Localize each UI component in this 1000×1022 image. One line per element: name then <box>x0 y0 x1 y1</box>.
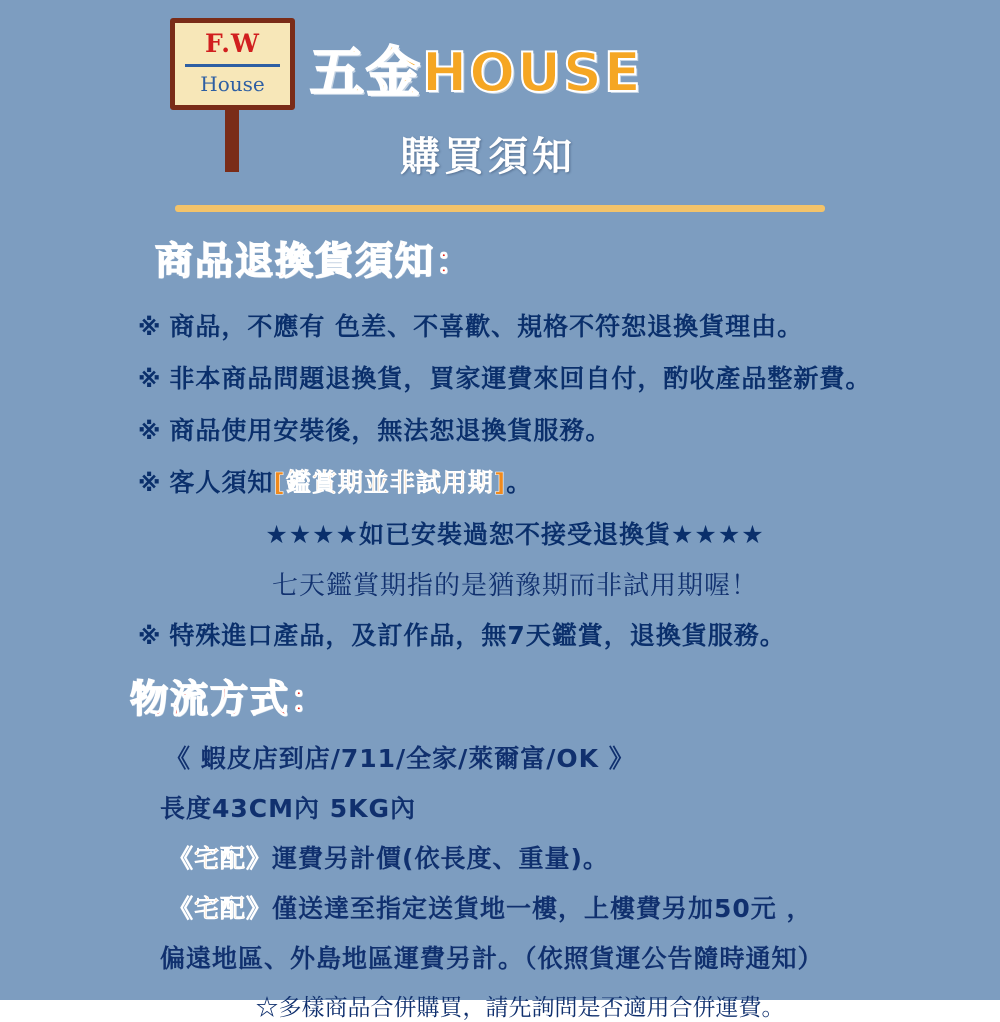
returns-item-text: 非本商品問題退換貨，買家運費來回自付，酌收產品整新費。 <box>169 364 872 393</box>
logistics-heading: 物流方式： <box>130 677 331 721</box>
header-divider <box>175 205 825 212</box>
home-delivery-scope-line <box>168 889 1000 925</box>
size-limit-line: 長度43CM內 5KG內 <box>160 794 417 823</box>
sign-house-text: House <box>200 72 265 96</box>
home-delivery-tag: 《宅配》 <box>168 844 273 873</box>
returns-item <box>138 359 1000 395</box>
bullet-icon: ※ <box>138 624 162 650</box>
home-delivery-fee-text: 運費另計價(依長度、重量)。 <box>272 844 609 873</box>
page-title: 五金HOUSE <box>310 41 643 104</box>
sign-fw-text: F.W <box>204 29 260 58</box>
star-warning-line: ★★★★如已安裝過恕不接受退換貨★★★★ <box>265 520 765 549</box>
bullet-icon: ※ <box>138 315 162 341</box>
customer-notice-highlight: [鑑賞期並非試用期] <box>273 468 507 497</box>
returns-item <box>138 307 1000 343</box>
customer-notice-suffix: 。 <box>506 468 533 497</box>
home-delivery-tag: 《宅配》 <box>168 894 273 923</box>
bullet-icon: ※ <box>138 419 162 445</box>
shop-sign-icon <box>170 18 295 110</box>
returns-item <box>138 411 1000 447</box>
sign-divider <box>185 64 280 67</box>
store-pickup-line: 《 蝦皮店到店/711/全家/萊爾富/OK 》 <box>165 744 635 773</box>
returns-item-text: 商品使用安裝後，無法恕退換貨服務。 <box>169 416 612 445</box>
sign-post <box>225 110 239 172</box>
combine-shipping-note: ☆多樣商品合併購買，請先詢問是否適用合併運費。 <box>255 995 785 1021</box>
page-header <box>0 0 1000 195</box>
seven-day-line: 七天鑑賞期指的是猶豫期而非試用期喔！ <box>271 571 758 601</box>
special-item-text: 特殊進口產品，及訂作品，無7天鑑賞，退換貨服務。 <box>169 621 786 650</box>
sign-board <box>170 18 295 110</box>
page-subtitle: 購買須知 <box>400 134 576 180</box>
returns-heading: 商品退換貨須知： <box>155 239 476 283</box>
special-item-line <box>138 616 1000 652</box>
bullet-icon: ※ <box>138 471 162 497</box>
page-content <box>0 230 1000 1022</box>
returns-item-text: 商品，不應有 色差、不喜歡、規格不符恕退換貨理由。 <box>169 312 804 341</box>
home-delivery-fee-line <box>168 839 1000 875</box>
bullet-icon: ※ <box>138 367 162 393</box>
customer-notice-prefix: 客人須知 <box>169 468 274 497</box>
customer-notice-item <box>138 463 1000 499</box>
home-delivery-scope-text: 僅送達至指定送貨地一樓，上樓費另加50元 ， <box>272 894 813 923</box>
remote-area-line: 偏遠地區、外島地區運費另計。（依照貨運公告隨時通知） <box>160 944 824 973</box>
title-block <box>300 30 920 182</box>
